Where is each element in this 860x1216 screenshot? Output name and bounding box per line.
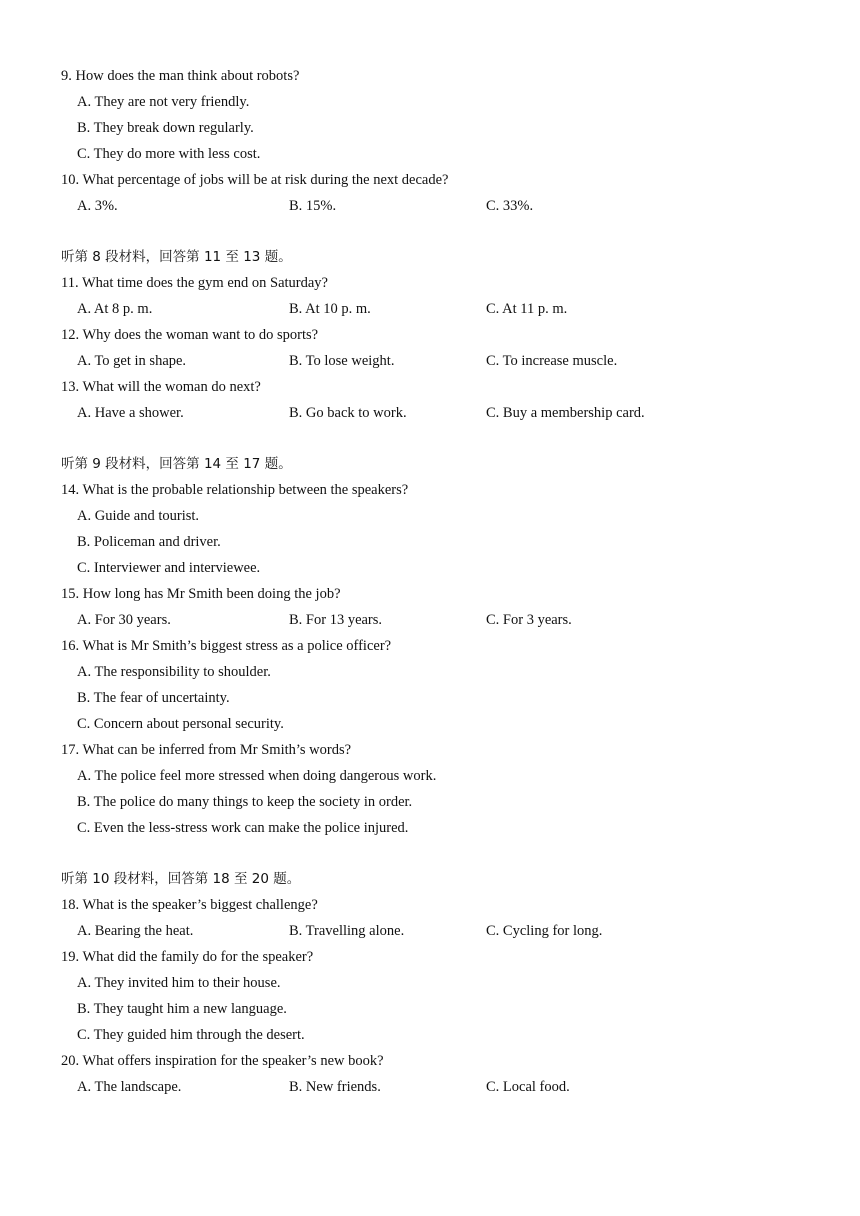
question-text: 15. How long has Mr Smith been doing the job? <box>61 586 341 602</box>
options-row <box>61 918 821 944</box>
question-text: 13. What will the woman do next? <box>61 379 261 395</box>
option-c: C. Local food. <box>486 1079 570 1095</box>
question-text: 20. What offers inspiration for the speaker’s new book? <box>61 1053 384 1069</box>
options-row <box>61 296 821 322</box>
answer-option: B. The police do many things to keep the society in order. <box>77 794 413 810</box>
question-text: 10. What percentage of jobs will be at risk during the next decade? <box>61 172 449 188</box>
answer-option: C. They do more with less cost. <box>77 146 261 162</box>
option-b: B. Go back to work. <box>289 405 407 421</box>
answer-option: C. Concern about personal security. <box>77 716 284 732</box>
answer-option: A. The responsibility to shoulder. <box>77 664 271 680</box>
option-c: C. Buy a membership card. <box>486 405 645 421</box>
option-b: B. 15%. <box>289 198 337 214</box>
question-text: 9. How does the man think about robots? <box>61 68 300 84</box>
section-heading: 听第 10 段材料，回答第 18 至 20 题。 <box>61 871 301 887</box>
question-text: 12. Why does the woman want to do sports? <box>61 327 319 343</box>
option-a: A. At 8 p. m. <box>77 301 153 317</box>
answer-option: A. They invited him to their house. <box>77 975 281 991</box>
option-a: A. The landscape. <box>77 1079 182 1095</box>
option-b: B. Travelling alone. <box>289 923 405 939</box>
options-row <box>61 193 821 219</box>
options-row <box>61 348 821 374</box>
answer-option: B. Policeman and driver. <box>77 534 221 550</box>
option-b: B. At 10 p. m. <box>289 301 371 317</box>
options-row <box>61 400 821 426</box>
answer-option: B. They break down regularly. <box>77 120 254 136</box>
section-heading: 听第 9 段材料，回答第 14 至 17 题。 <box>61 456 292 472</box>
question-list <box>61 63 821 1100</box>
question-text: 11. What time does the gym end on Saturday? <box>61 275 328 291</box>
question-text: 18. What is the speaker’s biggest challenge? <box>61 897 318 913</box>
question-text: 17. What can be inferred from Mr Smith’s words? <box>61 742 352 758</box>
option-b: B. To lose weight. <box>289 353 395 369</box>
options-row <box>61 607 821 633</box>
option-c: C. At 11 p. m. <box>486 301 568 317</box>
answer-option: B. The fear of uncertainty. <box>77 690 230 706</box>
option-c: C. 33%. <box>486 198 534 214</box>
option-c: C. Cycling for long. <box>486 923 603 939</box>
option-a: A. 3%. <box>77 198 118 214</box>
question-text: 14. What is the probable relationship between the speakers? <box>61 482 409 498</box>
options-row <box>61 1074 821 1100</box>
option-c: C. For 3 years. <box>486 612 572 628</box>
option-b: B. New friends. <box>289 1079 381 1095</box>
question-text: 19. What did the family do for the speaker? <box>61 949 314 965</box>
answer-option: A. They are not very friendly. <box>77 94 250 110</box>
answer-option: A. The police feel more stressed when doing dangerous work. <box>77 768 437 784</box>
answer-option: A. Guide and tourist. <box>77 508 200 524</box>
option-a: A. Bearing the heat. <box>77 923 194 939</box>
answer-option: C. They guided him through the desert. <box>77 1027 305 1043</box>
question-text: 16. What is Mr Smith’s biggest stress as a police officer? <box>61 638 392 654</box>
option-a: A. For 30 years. <box>77 612 171 628</box>
option-a: A. To get in shape. <box>77 353 187 369</box>
answer-option: C. Even the less-stress work can make the police injured. <box>77 820 409 836</box>
answer-option: C. Interviewer and interviewee. <box>77 560 261 576</box>
answer-option: B. They taught him a new language. <box>77 1001 287 1017</box>
section-heading: 听第 8 段材料，回答第 11 至 13 题。 <box>61 249 292 265</box>
option-b: B. For 13 years. <box>289 612 383 628</box>
option-c: C. To increase muscle. <box>486 353 618 369</box>
option-a: A. Have a shower. <box>77 405 184 421</box>
